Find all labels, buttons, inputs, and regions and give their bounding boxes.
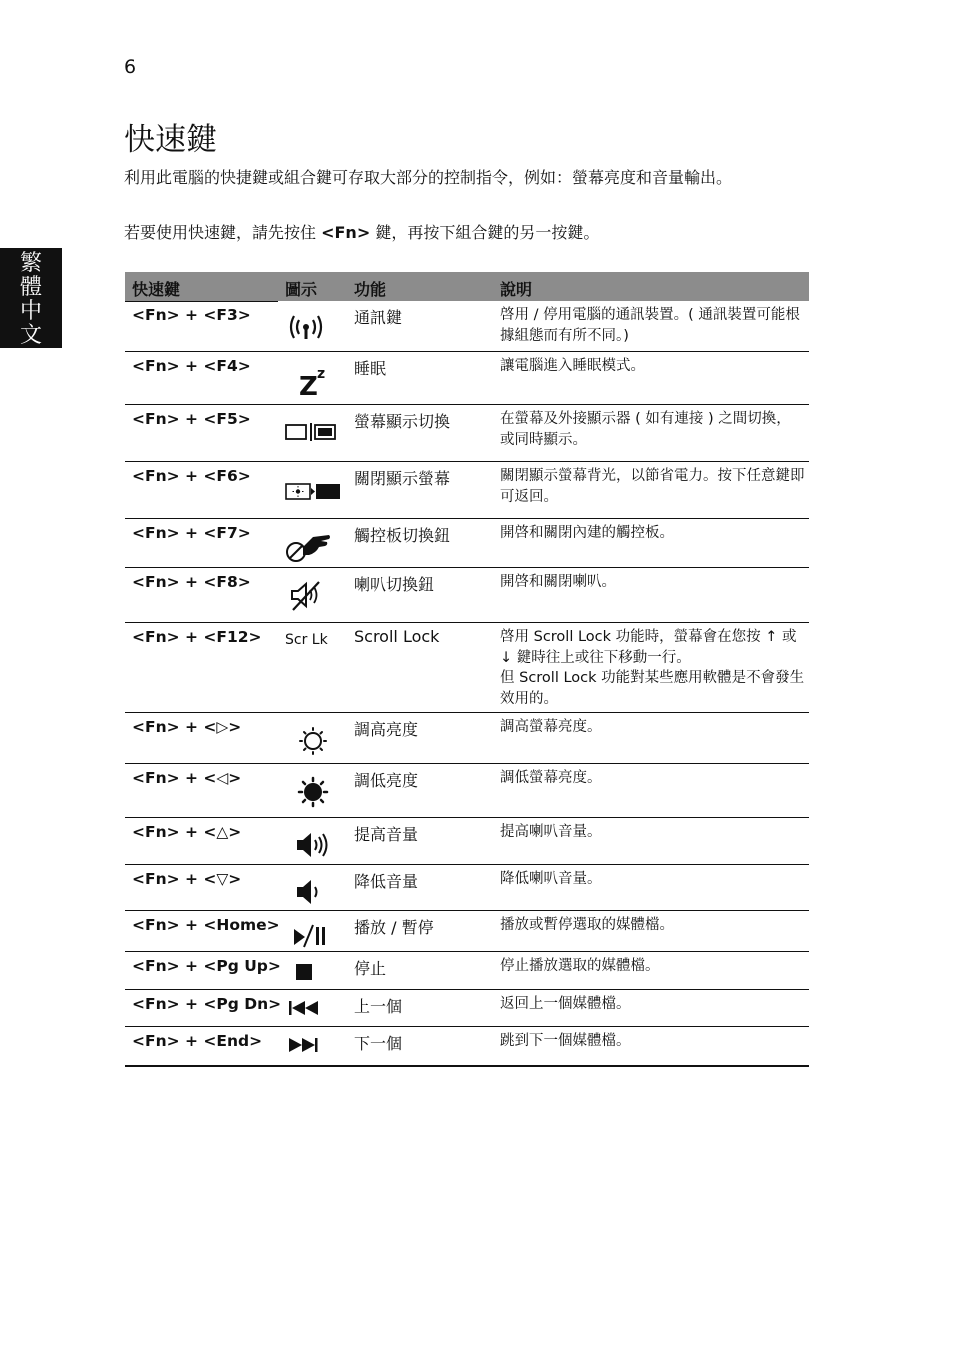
description-cell: 關閉顯示螢幕背光，以節省電力。按下任意鍵即可返回。 [500,468,805,505]
function-cell: 喇叭切換鈕 [354,575,435,594]
volume-up-icon [283,824,343,864]
page-title: 快速鍵 [124,122,217,158]
table-row [125,352,809,405]
table-row [125,568,809,623]
table-row [125,623,809,713]
language-side-tab [0,248,62,348]
table-row [125,911,809,952]
description-line: 但 Scroll Lock 功能對某些應用軟體是不會發生效用的。 [500,670,805,707]
play-pause-icon [283,917,343,957]
hotkey-cell: <Fn> + <▽> [132,870,242,888]
hotkey-cell: <Fn> + <F7> [132,524,251,542]
intro-paragraph: 利用此電腦的快捷鍵或組合鍵可存取大部分的控制指令，例如：螢幕亮度和音量輸出。 [124,168,733,187]
hotkey-cell: <Fn> + <F3> [132,306,251,324]
hotkey-cell: <Fn> + <End> [132,1032,263,1050]
description-cell: 播放或暫停選取的媒體檔。 [500,917,674,933]
table-row [125,462,809,519]
function-cell: 上一個 [354,997,403,1016]
hotkey-cell: <Fn> + <Pg Up> [132,957,281,975]
hotkey-cell: <Fn> + <◁> [132,769,242,787]
hotkey-cell: <Fn> + <F5> [132,410,251,428]
sleep-icon [283,358,343,398]
function-cell: 下一個 [354,1034,403,1053]
description-line: 啓用 Scroll Lock 功能時，螢幕會在您按 ↑ 或 ↓ 鍵時往上或往下移動一行。 [500,629,797,666]
table-row [125,990,809,1027]
description-cell: 降低喇叭音量。 [500,871,602,887]
display-toggle-icon [283,411,343,451]
volume-down-icon [283,871,343,911]
page-number: 6 [124,56,137,78]
table-row [125,952,809,990]
description-cell: 開啓和關閉喇叭。 [500,574,616,590]
usage-note-prefix: 若要使用快速鍵，請先按住 [124,223,322,242]
function-cell: 螢幕顯示切換 [354,412,451,431]
table-header [125,272,809,301]
header-description: 說明 [500,280,533,299]
function-cell: 睡眠 [354,359,387,378]
hotkey-cell: <Fn> + <F8> [132,573,251,591]
scroll-lock-icon-label: Scr Lk [285,632,328,648]
table-row [125,818,809,865]
description-cell: 返回上一個媒體檔。 [500,996,631,1012]
function-cell: 降低音量 [354,872,419,891]
description-cell: 讓電腦進入睡眠模式。 [500,358,645,374]
description-cell: 調低螢幕亮度。 [500,770,602,786]
table-row [125,865,809,911]
header-function: 功能 [354,280,387,299]
scroll-lock-icon [283,629,343,669]
brightness-up-icon [283,719,343,759]
display-off-icon [283,468,343,508]
hotkey-cell: <Fn> + <Home> [132,916,280,934]
description-cell: 調高螢幕亮度。 [500,719,602,735]
hotkey-cell: <Fn> + <F6> [132,467,251,485]
function-cell: 調低亮度 [354,771,419,790]
hotkey-cell: <Fn> + <Pg Dn> [132,995,282,1013]
function-cell: 提高音量 [354,825,419,844]
hotkey-cell: <Fn> + <△> [132,823,242,841]
usage-note-key: <Fn> [321,223,371,242]
description-cell: 跳到下一個媒體檔。 [500,1033,631,1049]
language-side-tab-label: 繁體中文 [19,251,42,348]
wireless-icon [283,307,343,347]
table-row [125,764,809,818]
next-track-icon [283,1033,343,1073]
function-cell: 停止 [354,959,387,978]
touchpad-toggle-icon [283,525,343,565]
hotkey-cell: <Fn> + <▷> [132,718,242,736]
function-cell: 調高亮度 [354,720,419,739]
function-cell: 觸控板切換鈕 [354,526,451,545]
svg-text:z: z [317,366,326,382]
hotkey-cell: <Fn> + <F12> [132,628,262,646]
function-cell: Scroll Lock [354,627,440,646]
table-row [125,519,809,568]
table-row [125,301,809,352]
brightness-down-icon [283,770,343,810]
table-row [125,405,809,462]
header-icon: 圖示 [285,280,318,299]
speaker-toggle-icon [283,574,343,614]
function-cell: 通訊鍵 [354,308,403,327]
function-cell: 關閉顯示螢幕 [354,469,451,488]
description-cell: 提高喇叭音量。 [500,824,602,840]
description-cell: 啓用 / 停用電腦的通訊裝置。( 通訊裝置可能根據組態而有所不同。) [500,307,800,344]
description-cell [500,627,805,709]
header-hotkey: 快速鍵 [132,280,181,299]
description-cell: 開啓和關閉內建的觸控板。 [500,525,674,541]
usage-note [124,220,599,243]
description-cell: 在螢幕及外接顯示器 ( 如有連接 ) 之間切換，或同時顯示。 [500,411,791,448]
table-row [125,713,809,764]
function-cell: 播放 / 暫停 [354,918,434,937]
hotkey-table [125,272,809,1067]
description-cell: 停止播放選取的媒體檔。 [500,958,660,974]
usage-note-suffix: 鍵，再按下組合鍵的另一按鍵。 [370,223,600,242]
hotkey-cell: <Fn> + <F4> [132,357,251,375]
table-row [125,1027,809,1067]
svg-text:Z: Z [299,372,318,398]
